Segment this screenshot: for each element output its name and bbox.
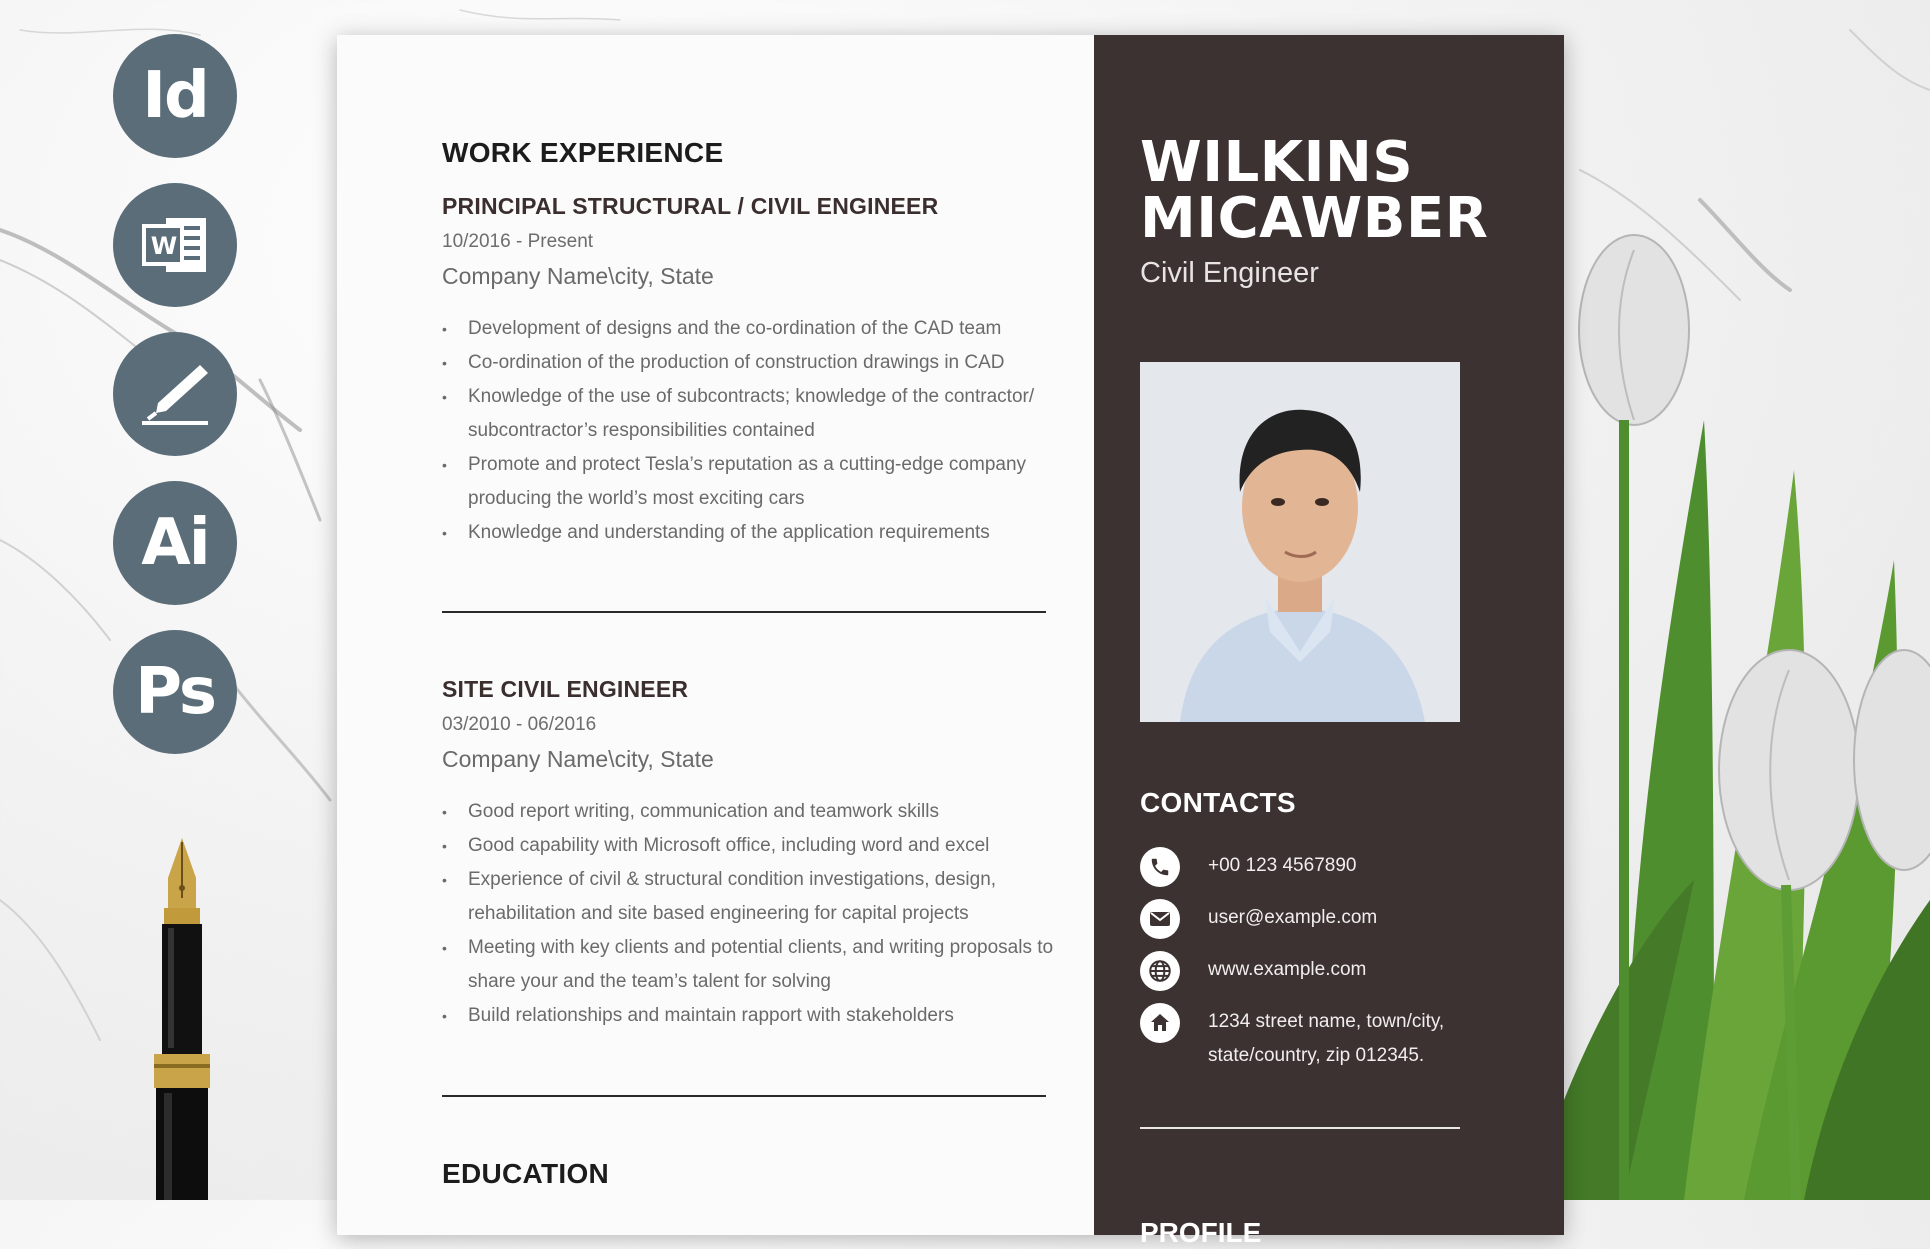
list-item: • Meeting with key clients and potential clients, and writing proposals to share your and the team’s talent for solving [442, 931, 1062, 999]
contact-website [1140, 951, 1470, 991]
list-item: • Good capability with Microsoft office, including word and excel [442, 829, 1062, 863]
resume-sidebar [1094, 35, 1564, 1248]
candidate-role: Civil Engineer [1140, 257, 1319, 289]
profile-heading: PROFILE [1140, 1217, 1262, 1248]
software-badges [113, 34, 237, 779]
job-duties-list [442, 795, 1062, 1033]
name-first: WILKINS [1140, 130, 1414, 195]
resume-main-column [337, 35, 1094, 1235]
job-title: PRINCIPAL STRUCTURAL / CIVIL ENGINEER [442, 193, 939, 219]
job-date: 10/2016 - Present [442, 231, 594, 252]
list-item: • Knowledge and understanding of the application requirements [442, 516, 1062, 550]
contact-phone [1140, 847, 1470, 887]
contacts-heading: CONTACTS [1140, 787, 1296, 818]
word-badge [113, 183, 237, 307]
job-company: Company Name\city, State [442, 263, 714, 289]
job-company: Company Name\city, State [442, 746, 714, 772]
contact-email-text: user@example.com [1208, 907, 1378, 928]
indesign-badge-label: Id [142, 59, 208, 133]
mail-icon [1140, 899, 1180, 939]
photoshop-badge-label: Ps [135, 655, 215, 729]
job-title: SITE CIVIL ENGINEER [442, 676, 689, 702]
portrait-illustration [1140, 362, 1460, 722]
contact-phone-text: +00 123 4567890 [1208, 855, 1357, 876]
contact-email [1140, 899, 1470, 939]
section-divider [442, 611, 1046, 613]
profile-photo [1140, 362, 1460, 722]
globe-icon [1140, 951, 1180, 991]
section-divider [442, 1095, 1046, 1097]
education-heading: EDUCATION [442, 1158, 610, 1189]
work-experience-heading: WORK EXPERIENCE [442, 137, 724, 168]
sidebar-divider [1140, 1127, 1460, 1129]
illustrator-badge-label: Ai [141, 506, 209, 580]
word-icon [140, 212, 210, 278]
fountain-pen-illustration [146, 838, 218, 1200]
list-item: • Experience of civil & structural condition investigations, design, rehabilitation and site based engineering for capital projects [442, 863, 1062, 931]
indesign-badge [113, 34, 237, 158]
candidate-name [1140, 130, 1489, 251]
name-last: MICAWBER [1140, 186, 1489, 251]
list-item: • Build relationships and maintain rapport with stakeholders [442, 999, 1062, 1033]
phone-icon [1140, 847, 1180, 887]
signature-badge [113, 332, 237, 456]
contact-address [1140, 1003, 1470, 1073]
photoshop-badge [113, 630, 237, 754]
list-item: • Development of designs and the co-ordination of the CAD team [442, 312, 1062, 346]
contact-website-text: www.example.com [1208, 959, 1367, 980]
illustrator-badge [113, 481, 237, 605]
contact-address-text: 1234 street name, town/city, state/country, zip 012345. [1208, 1011, 1445, 1066]
resume-page [337, 35, 1564, 1248]
list-item: • Promote and protect Tesla’s reputation as a cutting-edge company producing the world’s most exciting cars [442, 448, 1062, 516]
svg-text:W: W [150, 232, 176, 260]
home-icon [1140, 1003, 1180, 1043]
list-item: • Knowledge of the use of subcontracts; knowledge of the contractor/ subcontractor’s responsibilities contained [442, 380, 1062, 448]
pen-signature-icon [138, 361, 212, 427]
job-duties-list [442, 312, 1062, 550]
tulip-flowers-illustration [1564, 0, 1930, 1200]
list-item: • Good report writing, communication and teamwork skills [442, 795, 1062, 829]
list-item: • Co-ordination of the production of construction drawings in CAD [442, 346, 1062, 380]
job-date: 03/2010 - 06/2016 [442, 714, 597, 735]
